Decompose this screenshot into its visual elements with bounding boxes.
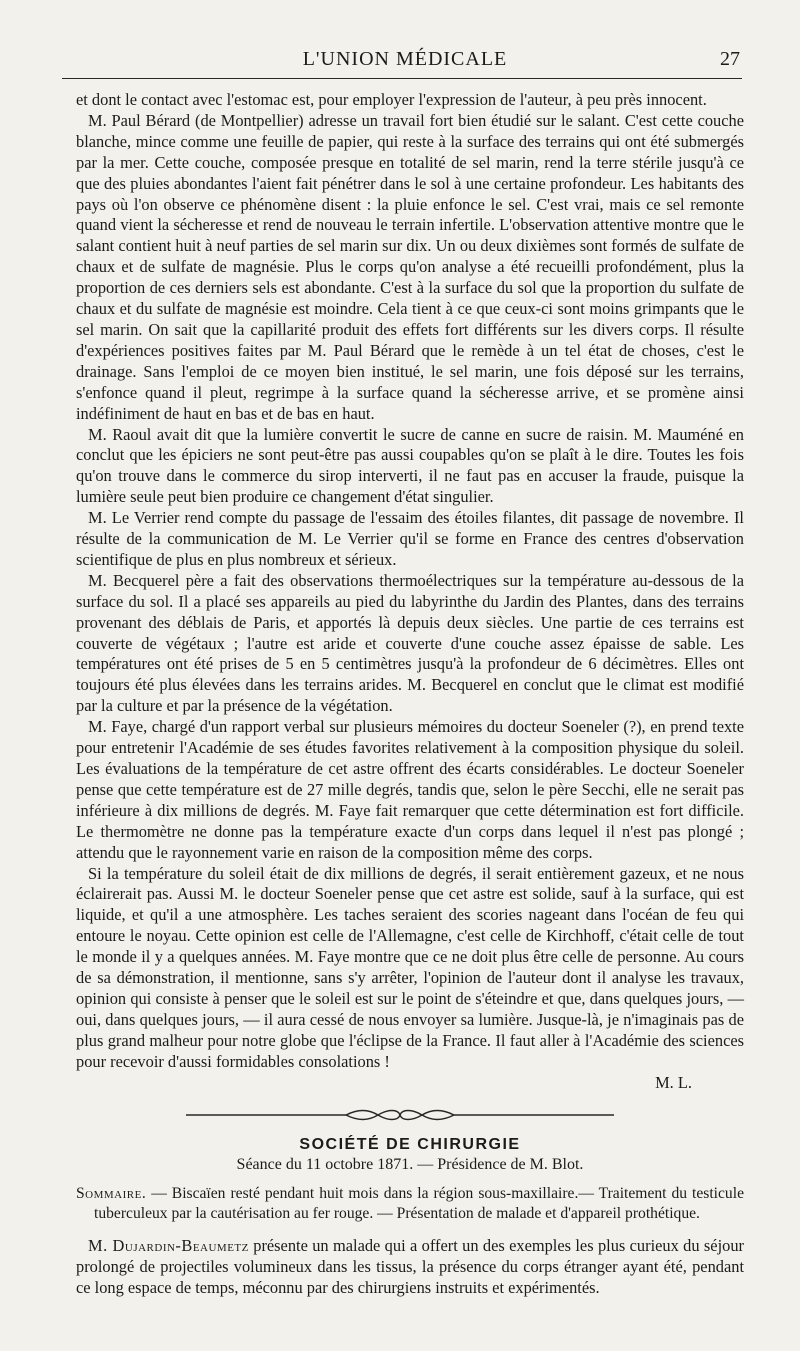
- session-line: Séance du 11 octobre 1871. — Présidence de M. Blot.: [236, 1156, 584, 1173]
- summary-text: — Biscaïen resté pendant huit mois dans la région sous-maxillaire.— Traitement du testicule tuberculeux par la cautérisation au fer rouge. — Présentation de malade et d'appareil prothétique.: [94, 1185, 744, 1222]
- ornamental-divider: [186, 1108, 614, 1122]
- signature-line: [76, 1073, 744, 1094]
- summary-label: Sommaire.: [76, 1185, 147, 1202]
- journal-title: L'UNION MÉDICALE: [302, 48, 508, 70]
- paragraph-continuation: et dont le contact avec l'estomac est, pour employer l'expression de l'auteur, à peu près innocent.: [76, 90, 707, 109]
- paragraph-soleil: Si la température du soleil était de dix millions de degrés, il serait entièrement gazeux, et ne nous éclairerait pas. Aussi M. le docteur Soeneler pense que cet astre est solide, sauf à la surface, qui est liquide, et qu'il a une atmosphère. Les taches seraient des scories nageant dans l'océan de feu qui entoure le noyau. Cette opinion est celle de l'Allemagne, c'est celle de Kirchhoff, c'était celle de tout le monde il y a quelques années. M. Faye montre que ce ne doit plus être celle de personne. Au cours de sa démonstration, il mentionne, sans s'y arrêter, l'opinion de l'auteur dont il analyse les travaux, opinion qui consiste à penser que le soleil est sur le point de s'éteindre et que, dans quelques jours, — oui, dans quelques jours, — il aura cessé de nous envoyer sa lumière. Jusque-là, je n'imaginais pas de plus grand malheur pour notre globe que l'éclipse de la France. Il faut aller à l'Académie des sciences pour recevoir d'aussi formidables consolations !: [76, 863, 744, 1071]
- paragraph-raoul: M. Raoul avait dit que la lumière convertit le sucre de canne en sucre de raisin. M. Mauméné en conclut que les épiciers ne sont peut-être pas aussi coupables qu'on se plaît à le dire. Toutes les fois qu'on trouve dans le commerce du sirop interverti, il ne faut pas en accuser la fraude, puisque la lumière seule peut bien produire ce changement d'état singulier.: [76, 424, 744, 507]
- societe-chirurgie-section: [76, 1132, 744, 1299]
- paragraph-dujardin: [76, 1236, 744, 1299]
- paragraph-dujardin-text: présente un malade qui a offert un des exemples les plus curieux du séjour prolongé de projectiles volumineux dans les tissus, la présence du corps étranger ayant été, pendant ce long espace de temps, méconnu par des chirurgiens instruits et expérimentés.: [76, 1236, 744, 1297]
- page-number: 27: [720, 48, 740, 70]
- summary: [76, 1184, 744, 1224]
- speaker-name: M. Dujardin-Beaumetz: [88, 1236, 249, 1255]
- paragraph-le-verrier: M. Le Verrier rend compte du passage de l'essaim des étoiles filantes, dit passage de novembre. Il résulte de la communication de M. Le Verrier qu'il se forme en France des centres d'observation scientifique de plus en plus nombreux et sérieux.: [76, 508, 744, 569]
- paragraph-becquerel: M. Becquerel père a fait des observations thermoélectriques sur la température au-dessous de la surface du sol. Il a placé ses appareils au pied du labyrinthe du Jardin des Plantes, dans des terrains provenant des déblais de Paris, et apportés là depuis deux siècles. Une partie de ces terrains est couverte de végétaux ; l'autre est aride et couverte d'une couche assez épaisse de sable. Les températures ont été prises de 5 en 5 centimètres jusqu'à la profondeur de 6 décimètres. Elles ont toujours été plus élevées dans les terrains arides. M. Becquerel en conclut que le climat est modifié par la culture et par la présence de la végétation.: [76, 570, 744, 716]
- section-title: SOCIÉTÉ DE CHIRURGIE: [299, 1136, 521, 1153]
- paragraph-berard: M. Paul Bérard (de Montpellier) adresse un travail fort bien étudié sur le salant. C'est cette couche blanche, mince comme une feuille de papier, qui reste à la surface des terrains qui ont été submergés par la mer. Cette couche, composée presque en totalité de sel marin, rend la terre stérile jusqu'à ce que des pluies abondantes l'aient fait pénétrer dans le sol à une certaine profondeur. Les habitants des pays où l'on observe ce phénomène disent : la pluie enfonce le sel. C'est vrai, mais ce sel remonte quand vient la sécheresse et rend de nouveau le terrain infertile. L'observation attentive montre que le salant contient huit à neuf parties de sel marin sur dix. Un ou deux dixièmes sont formés de sulfate de chaux et de sulfate de magnésie. Plus le corps qu'on analyse a été recueilli profondément, plus la proportion de ces derniers sels est abondante. C'est à la surface du sol que la proportion du sulfate de chaux et du sulfate de magnésie est moindre. Cela tient à ce que ceux-ci sont moins grimpants que le sel marin. On sait que la capillarité produit des effets fort différents sur les divers corps. Il résulte d'expériences positives faites par M. Paul Bérard que le remède à un tel état de choses, c'est le drainage. Sans l'emploi de ce moyen bien institué, le sel marin, une fois déposé sur les terrains, s'enfonce quand il pleut, regrimpe à la surface quand la sécheresse arrive, et se promène ainsi indéfiniment de haut en bas et de bas en haut.: [76, 110, 744, 423]
- header-rule: [62, 78, 742, 79]
- running-header: [70, 44, 740, 74]
- article-body: [76, 90, 744, 1094]
- signature: M. L.: [655, 1072, 692, 1092]
- paragraph-faye: M. Faye, chargé d'un rapport verbal sur plusieurs mémoires du docteur Soeneler (?), en prend texte pour entretenir l'Académie de ses études favorites relativement à la composition physique du soleil. Les évaluations de la température de cet astre offrent des écarts considérables. Le docteur Soeneler pense que cette température est de 27 mille degrés, tandis que, selon le père Secchi, elle ne serait pas inférieure à dix millions de degrés. M. Faye fait remarquer que cette détermination est fort difficile. Le thermomètre ne donne pas la température exacte d'un corps dans lequel il n'est pas plongé ; attendu que le rayonnement varie en raison de la composition même des corps.: [76, 717, 744, 862]
